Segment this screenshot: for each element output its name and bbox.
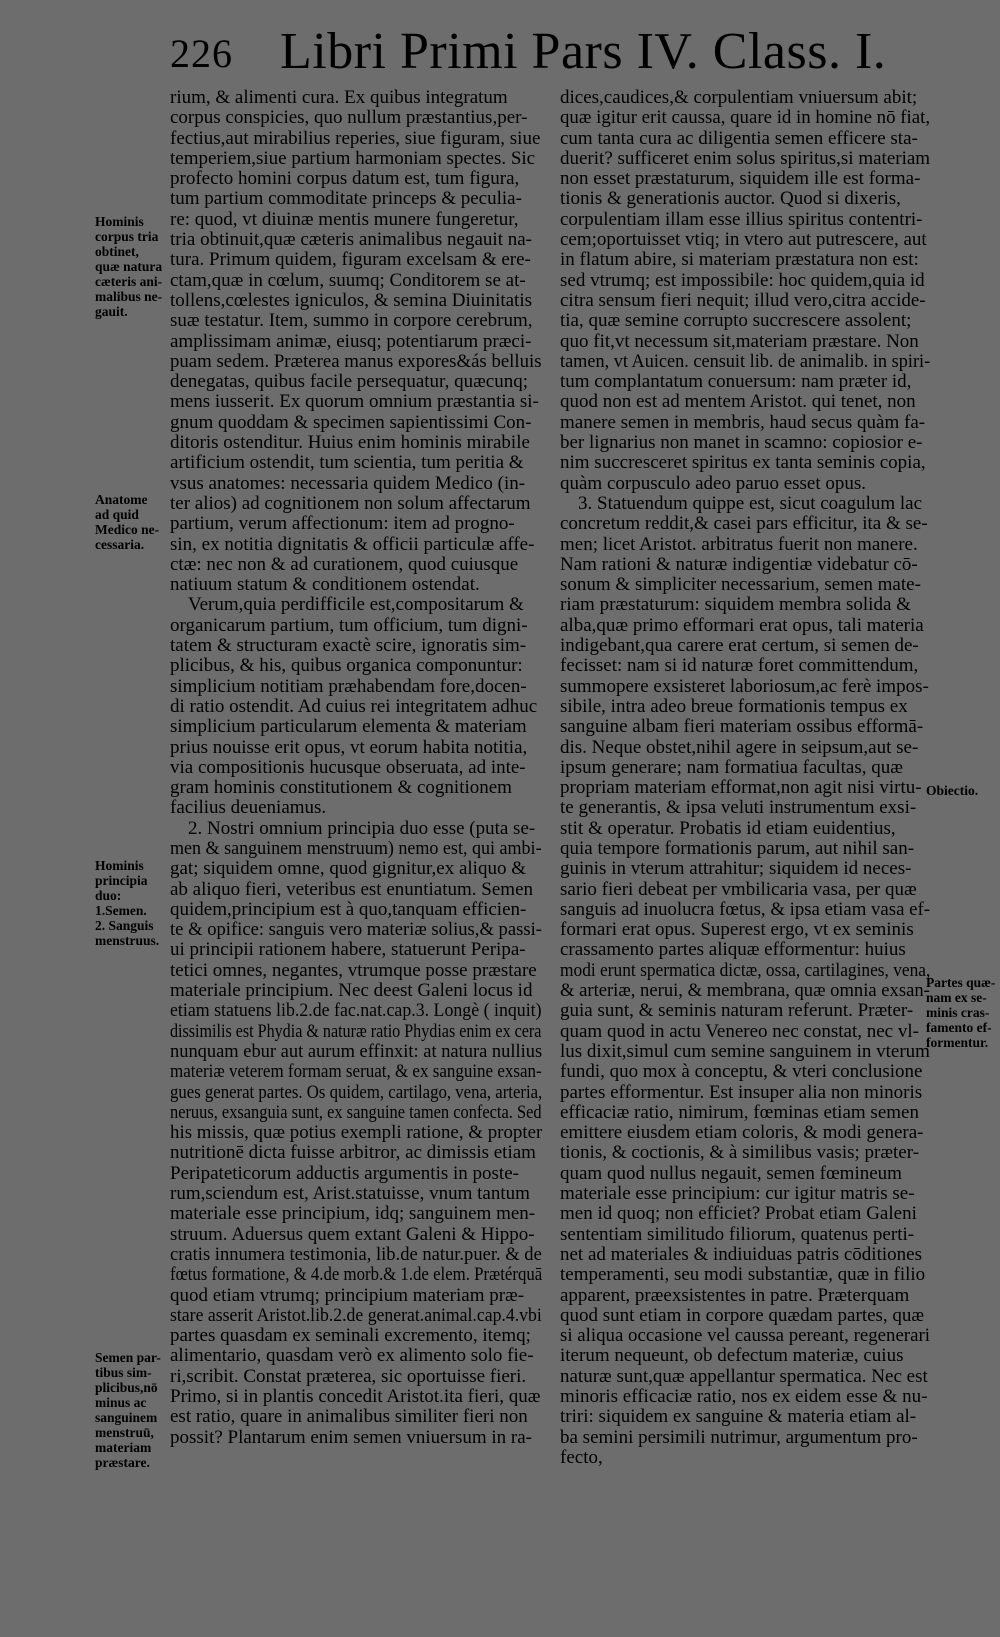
text-line: Verum,quia perdifficile est,compositarum & — [188, 594, 524, 616]
text-line: triri: siquidem ex sanguine & materia etiam al- — [560, 1406, 917, 1428]
text-line: est ratio, quare in animalibus similiter fieri non — [170, 1406, 528, 1428]
text-line: guia sunt, & seminis naturam referunt. Præter- — [560, 1000, 914, 1022]
page-number: 226 — [170, 31, 233, 76]
text-line: manere semen in membris, haud secus quàm fa- — [560, 411, 926, 433]
text-line: Primo, si in plantis concedit Aristot.ita fieri, quæ — [170, 1386, 541, 1407]
text-line: materiale esse principium: cur igitur matris se- — [560, 1183, 915, 1205]
text-line: quod etiam vtrumq; principium materiam præ- — [170, 1284, 525, 1306]
text-line: men; licet Aristot. arbitratus fuerit non manere. — [560, 533, 918, 555]
text-line: si aliqua occasione vel caussa pereant, regenerari — [560, 1325, 930, 1347]
text-line: ipsum generare; nam formatiua facultas, quæ — [560, 756, 903, 778]
text-line: men id quoq; non efficiet? Probat etiam Galeni — [560, 1203, 917, 1225]
text-line: materiale principium. Nec deest Galeni locus id — [170, 980, 533, 1002]
text-line: minoris efficaciæ ratio, nos ex eidem esse & nu- — [560, 1386, 928, 1407]
right-margin-note — [926, 975, 995, 1050]
text-line: ctam,quæ in cœlum, suumq; Conditorem se at- — [170, 269, 526, 291]
text-line: mens iusserit. Ex quorum omnium præstantia si- — [170, 391, 539, 413]
text-line: fœtus formatione, & 4.de morb.& 1.de elem. Prætérquā — [170, 1264, 542, 1286]
text-line: nutritionē dicta fuisse arbitror, ac dimissis etiam — [170, 1142, 536, 1164]
text-line: vsus anatomes: necessaria quidem Medico (in- — [170, 472, 526, 494]
text-line: fecto, — [560, 1446, 603, 1468]
margin-note-line: minus ac — [95, 1395, 147, 1410]
text-line: cratis innumera testimonia, lib.de natur.puer. & de — [170, 1243, 542, 1265]
text-line: quam quod in actu Venereo nec constat, nec vl- — [560, 1020, 919, 1042]
text-line: his missis, quæ potius exempli ratione, & propter — [170, 1122, 542, 1144]
text-line: quæ igitur erit caussa, quare id in homine nō fiat, — [560, 107, 930, 129]
text-line: sario fieri debeat per vmbilicaria vasa, per quæ — [560, 878, 917, 900]
text-line: fectius,aut mirabilius reperies, siue figuram, siue — [170, 127, 541, 149]
text-line: organicarum partium, tum officium, tum digni- — [170, 614, 528, 636]
text-line: ditoris ostenditur. Huius enim hominis mirabile — [170, 432, 530, 454]
text-line: tum partium commoditate princeps & peculia- — [170, 188, 522, 210]
margin-note-line: formentur. — [926, 1035, 989, 1050]
text-line: facilius deueniamus. — [170, 797, 327, 819]
right-margin-note — [926, 783, 978, 798]
margin-note-line: præstare. — [95, 1455, 150, 1470]
margin-note-line: tibus sim- — [95, 1365, 152, 1380]
margin-note-line: obtinet, — [95, 244, 139, 259]
margin-note-line: sanguinem — [95, 1410, 158, 1425]
text-line: duerit? sufficeret enim solus spiritus,si materiam — [560, 147, 930, 169]
text-line: & arteriæ, nerui, & membrana, quæ omnia exsan- — [560, 980, 930, 1002]
text-line: prius nouisse erit opus, vt eorum habita notitia, — [170, 736, 528, 758]
text-line: sanguine albam fieri materiam ossibus efformā- — [560, 716, 924, 738]
text-line: men & sanguinem menstruum) nemo est, qui ambi- — [170, 837, 542, 859]
text-line: propriam materiam efformat,non agit nisi virtu- — [560, 777, 922, 799]
text-line: temperamenti, seu modi substantiæ, quæ in filio — [560, 1264, 926, 1286]
text-line: ri,scribit. Constat præterea, sic oportuisse fieri. — [170, 1365, 527, 1387]
text-line: suæ testatur. Item, summo in corpore cerebrum, — [170, 310, 533, 332]
text-line: Peripateticorum adductis argumentis in poste- — [170, 1162, 519, 1184]
text-line: lus dixit,simul cum semine sanguinem in vterum — [560, 1040, 930, 1062]
margin-note-line: Semen par- — [95, 1350, 161, 1365]
text-line: etiam statuens lib.2.de fac.nat.cap.3. Longè ( inquit) — [170, 1000, 542, 1022]
text-line: apparent, præexsistentes in patre. Præterquam — [560, 1284, 910, 1306]
text-line: corpulentiam illam esse illius spiritus contentri- — [560, 208, 923, 230]
text-line: Nam rationi & naturæ indigentiæ videbatur cō- — [560, 553, 918, 575]
text-line: rium, & alimenti cura. Ex quibus integratum — [170, 88, 508, 108]
text-line: ba semini persimili nutrimur, argumentum pro- — [560, 1426, 918, 1448]
text-line: in flatum abire, si materiam præstatura non est: — [560, 249, 919, 271]
text-line: cem;oportuisset vtiq; in vtero aut putrescere, aut — [560, 229, 927, 251]
text-line: di ratio ostendit. Ad cuius rei integritatem adhuc — [170, 695, 538, 717]
margin-note-line: 1.Semen. — [95, 903, 147, 918]
text-line: tetici omnes, negantes, vtrumque posse præstare — [170, 959, 537, 981]
text-line: ter alios) ad cognitionem non solum affectarum — [170, 492, 531, 514]
margin-note-line: corpus tria — [95, 229, 159, 244]
text-line: tionis & generationis auctor. Quod si dixeris, — [560, 188, 901, 210]
margin-note-line: plicibus,nō — [95, 1380, 158, 1395]
text-line: cum tanta cura ac diligentia semen efficere sta- — [560, 127, 918, 149]
text-line: dissimilis est Phydia & naturæ ratio Phydias enim ex cera — [170, 1020, 542, 1042]
text-line: neruus, exsanguia sunt, ex sanguine tamen confecta. Sed — [170, 1101, 542, 1123]
left-margin-note — [95, 214, 162, 319]
margin-note-line: malibus ne- — [95, 289, 163, 304]
text-line: 3. Statuendum quippe est, sicut coagulum lac — [578, 492, 923, 514]
text-line: tamen, vt Auicen. censuit lib. de animalib. in spiri- — [560, 350, 930, 372]
text-line: gat; siquidem omne, quod gignitur,ex aliquo & — [170, 858, 526, 880]
margin-note-line: cæteris ani- — [95, 274, 163, 289]
text-line: quam quod nullus negauit, semen fœmineum — [560, 1162, 902, 1184]
text-line: artificium ostendit, tum scientia, tum peritia & — [170, 452, 524, 474]
running-title: Libri Primi Pars IV. Class. I. — [280, 23, 887, 80]
text-line: ab aliquo fieri, veteribus est enuntiatum. Semen — [170, 878, 534, 900]
margin-note-line: Hominis — [95, 214, 144, 229]
text-line: quo fit,vt necessum sit,materiam præstare. Non — [560, 330, 919, 352]
text-line: tatem & structuram exactè scire, ignoratis sim- — [170, 635, 527, 657]
text-line: tia, quæ semine corrupto succrescere assolent; — [560, 310, 912, 332]
text-line: simplicium particularum elementa & materiam — [170, 716, 527, 738]
margin-note-line: duo: — [95, 888, 122, 903]
text-line: fecisset: nam si id naturæ foret committendum, — [560, 655, 919, 677]
left-text-column — [170, 88, 542, 1448]
margin-note-line: quæ natura — [95, 259, 163, 274]
margin-note-line: minis cras- — [926, 1005, 990, 1020]
text-line: riam præstaturum: siquidem membra solida & — [560, 594, 911, 616]
text-line: quàm corpusculo adeo paruo esset opus. — [560, 472, 867, 494]
text-line: gues generat partes. Os quidem, cartilago, vena, arteria, — [170, 1081, 542, 1103]
text-line: naturæ sunt,quæ appellantur spermatica. Nec est — [560, 1365, 928, 1387]
margin-note-line: menstruus. — [95, 933, 160, 948]
text-line: struum. Aduersus quem extant Galeni & Hippo- — [170, 1223, 535, 1245]
text-line: sanguis ad inuolucra fœtus, & ipsa etiam vasa ef- — [560, 898, 930, 920]
text-line: sin, ex notitia dignitatis & officii particulæ affe- — [170, 533, 535, 555]
text-line: sed vtrumq; est impossibile: hoc quidem,quia id — [560, 269, 925, 291]
text-line: possit? Plantarum enim semen vniuersum in ra- — [170, 1426, 532, 1448]
text-line: concretum reddit,& casei pars efficitur, ita & se- — [560, 513, 928, 535]
text-line: quod sunt etiam in corpore quædam partes, quæ — [560, 1304, 925, 1326]
text-line: corpus conspicies, quo nullum præstantius,per- — [170, 107, 528, 129]
text-line: iterum nequeunt, ob defectum materiæ, cuius — [560, 1345, 904, 1367]
text-line: nim succresceret spiritus ex tanta seminis copia, — [560, 452, 926, 474]
text-line: tum complantatum conuersum: nam præter id, — [560, 371, 912, 393]
text-line: rum,sciendum est, Arist.statuisse, vnum tantum — [170, 1183, 530, 1205]
text-line: crassamento partes aliquæ efformentur: huius — [560, 939, 906, 961]
text-line: partium, verum affectionum: item ad progno- — [170, 513, 515, 535]
text-line: tria obtinuit,quæ cæteris animalibus negauit na- — [170, 229, 532, 251]
text-line: natiuum statum & conditionem ostendat. — [170, 574, 480, 596]
left-margin-note — [95, 1350, 161, 1470]
text-line: guinis in vterum attrahitur; siquidem id neces- — [560, 858, 912, 880]
margin-note-line: materiam — [95, 1440, 152, 1455]
text-line: tionis, & coctionis, & à similibus vasis; præter- — [560, 1142, 920, 1164]
text-line: ctæ: nec non & ad curationem, quod cuiusque — [170, 553, 519, 575]
text-line: stare asserit Aristot.lib.2.de generat.animal.cap.4.vbi — [170, 1304, 542, 1326]
text-line: puam sedem. Præterea manus expores&ás belluis — [170, 350, 542, 372]
margin-note-line: cessaria. — [95, 537, 145, 552]
text-line: ui principii rationem habere, statuerunt Peripa- — [170, 939, 526, 961]
text-line: net ad materiales & indiuiduas patris cōditiones — [560, 1243, 922, 1265]
text-line: modi erunt spermatica dictæ, ossa, cartilagines, vena, — [560, 959, 930, 981]
left-margin-note — [95, 492, 159, 552]
text-line: partes efformentur. Est insuper alia non minoris — [560, 1081, 923, 1103]
text-line: alimentario, quasdam verò ex alimento solo fie- — [170, 1345, 534, 1367]
text-line: materiale esse principium, idq; sanguinem men- — [170, 1203, 536, 1225]
text-line: via compositionis hucusque obseruata, ad inte- — [170, 756, 526, 778]
text-line: quia tempore formationis parum, aut nihil san- — [560, 837, 915, 859]
text-line: dices,caudices,& corpulentiam vniuersum abit; — [560, 88, 918, 108]
text-line: sonum & simpliciter necessarium, semen mate- — [560, 574, 921, 596]
text-line: denegatas, quibus facile persequatur, quæcunq; — [170, 371, 529, 393]
text-line: citra sensum fieri nequit; illud vero,citra accide- — [560, 289, 926, 311]
right-text-column — [560, 88, 930, 1468]
text-line: alba,quæ primo efformari erat opus, tali materia — [560, 614, 924, 636]
text-line: non esset præstaturum, siquidem ille est forma- — [560, 168, 921, 190]
text-line: plicibus, & his, quibus organica componuntur: — [170, 655, 523, 677]
text-line: te generantis, & ipsa veluti instrumentum exsi- — [560, 797, 917, 819]
margin-note-line: menstruū, — [95, 1425, 154, 1440]
text-line: nunquam ebur aut aurum effinxit: at natura nullius — [170, 1040, 542, 1062]
margin-note-line: nam ex se- — [926, 990, 987, 1005]
text-line: gram hominis constitutionem & cognitionem — [170, 777, 512, 799]
margin-note-line: Hominis — [95, 858, 144, 873]
text-line: summopere exsisteret laboriosum,ac ferè impos- — [560, 675, 929, 697]
text-line: materiæ veterem formam seruat, & ex sanguine exsan- — [170, 1061, 542, 1083]
margin-note-line: Obiectio. — [926, 783, 979, 798]
text-line: fundi, quo mox à conceptu, & vteri conclusione — [560, 1061, 923, 1083]
text-line: temperiem,siue partium harmoniam spectes. Sic — [170, 147, 536, 169]
left-margin-note — [95, 858, 159, 948]
text-line: re: quod, vt diuinæ mentis munere fungeretur, — [170, 208, 519, 230]
text-line: tura. Primum quidem, figuram excelsam & ere- — [170, 249, 531, 271]
margin-note-line: Partes quæ- — [926, 975, 996, 990]
margin-note-line: Medico ne- — [95, 522, 160, 537]
text-line: quidem,principium est à quo,tanquam efficien- — [170, 898, 527, 920]
text-line: tollens,cœlestes igniculos, & semina Diuinitatis — [170, 289, 533, 311]
margin-note-line: gauit. — [95, 304, 128, 319]
margin-note-line: 2. Sanguis — [95, 918, 154, 933]
text-line: te & opifice: sanguis vero materiæ solius,& passi- — [170, 919, 542, 941]
text-line: indigebant,qua carere erat certum, si semen de- — [560, 635, 919, 657]
margin-note-line: Anatome — [95, 492, 148, 507]
text-line: 2. Nostri omnium principia duo esse (puta se- — [188, 817, 536, 839]
margin-note-line: famento ef- — [926, 1020, 992, 1035]
text-line: dis. Neque obstet,nihil agere in seipsum,aut se- — [560, 736, 919, 758]
text-line: ber lignarius non manet in scamno: copiosior e- — [560, 432, 923, 454]
text-line: profecto homini corpus datum est, tum figura, — [170, 168, 520, 190]
text-line: emittere eiusdem etiam coloris, & modi genera- — [560, 1122, 924, 1144]
text-line: formari erat opus. Superest ergo, vt ex seminis — [560, 919, 914, 941]
text-line: quod non est ad mentem Aristot. qui tenet, non — [560, 391, 916, 413]
page-header — [150, 22, 970, 92]
text-line: sibile, intra adeo breue formationis tempus ex — [560, 695, 908, 717]
margin-note-line: ad quid — [95, 507, 139, 522]
text-line: gnum quoddam & specimen sapientissimi Con- — [170, 411, 532, 433]
text-line: efficaciæ ratio, nimirum, fœminas etiam semen — [560, 1101, 919, 1123]
text-line: simplicium notitiam præhabendam fore,docen- — [170, 675, 527, 697]
margin-note-line: principia — [95, 873, 148, 888]
text-line: stit & operatur. Probatis id etiam euidentius, — [560, 817, 896, 839]
text-line: partes quasdam ex seminali excremento, itemq; — [170, 1325, 531, 1347]
text-line: amplissimam animæ, eiusq; potentiarum præci- — [170, 330, 532, 352]
text-line: sententiam similitudo filiorum, quatenus perti- — [560, 1223, 915, 1245]
